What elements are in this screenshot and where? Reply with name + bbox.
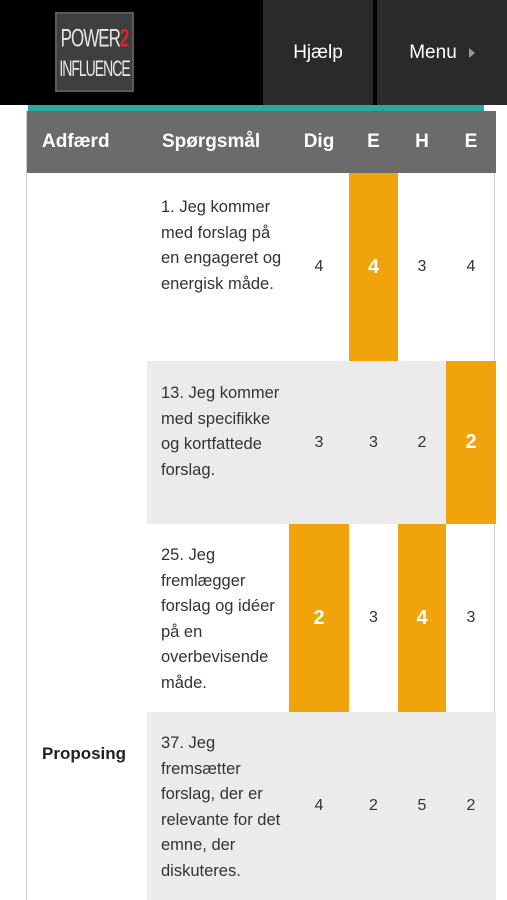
score-e1: 3: [369, 433, 378, 451]
score-self: 3: [314, 433, 324, 451]
score-h: 5: [417, 797, 427, 814]
score-e1: 2: [369, 797, 378, 814]
logo-area: [0, 0, 263, 105]
table-row: [27, 524, 496, 712]
logo-text-two: 2: [119, 24, 129, 52]
table-row: [27, 712, 496, 900]
behavior-label: Proposing: [42, 744, 127, 763]
column-header-e1: E: [367, 131, 380, 152]
top-navigation-bar: [0, 0, 507, 105]
column-header-h: H: [415, 131, 429, 152]
table-header: [27, 111, 496, 173]
logo-text-influence: INFLUENCE: [59, 54, 130, 81]
score-h: 2: [417, 433, 427, 451]
column-header-question: Spørgsmål: [162, 131, 261, 152]
score-h: 3: [417, 258, 427, 275]
score-e2-highlighted: 2: [446, 361, 496, 524]
score-e2: 2: [466, 797, 476, 814]
question-text: 25. Jeg fremlægger forslag og idéer på en overbevisende måde.: [161, 546, 275, 692]
menu-button-label: Menu: [409, 41, 457, 63]
help-button[interactable]: [263, 0, 373, 105]
score-h-highlighted: 4: [398, 524, 446, 712]
table-row: [27, 361, 496, 524]
score-e2: 3: [466, 609, 476, 626]
score-self-highlighted: 2: [289, 524, 349, 712]
results-table: [26, 111, 495, 900]
score-self: 4: [314, 797, 324, 814]
logo-text-power: POWER: [60, 24, 120, 52]
menu-button[interactable]: [377, 0, 507, 105]
question-text: 1. Jeg kommer med forslag på en engageret og energisk måde.: [161, 198, 282, 293]
score-e1-highlighted: 4: [349, 173, 398, 361]
help-button-label: Hjælp: [293, 41, 343, 63]
column-header-e2: E: [464, 131, 478, 152]
chevron-right-icon: [469, 48, 475, 58]
column-header-behavior: Adfærd: [42, 131, 110, 152]
score-self: 4: [314, 258, 324, 275]
column-header-self: Dig: [303, 131, 335, 152]
table-row: [27, 173, 496, 361]
score-e2: 4: [466, 258, 476, 275]
question-text: 13. Jeg kommer med specifikke og kortfattede forslag.: [161, 384, 280, 479]
question-text: 37. Jeg fremsætter forslag, der er relevante for det emne, der diskuteres.: [161, 734, 281, 880]
score-e1: 3: [369, 609, 378, 626]
power2influence-logo[interactable]: [55, 12, 134, 92]
